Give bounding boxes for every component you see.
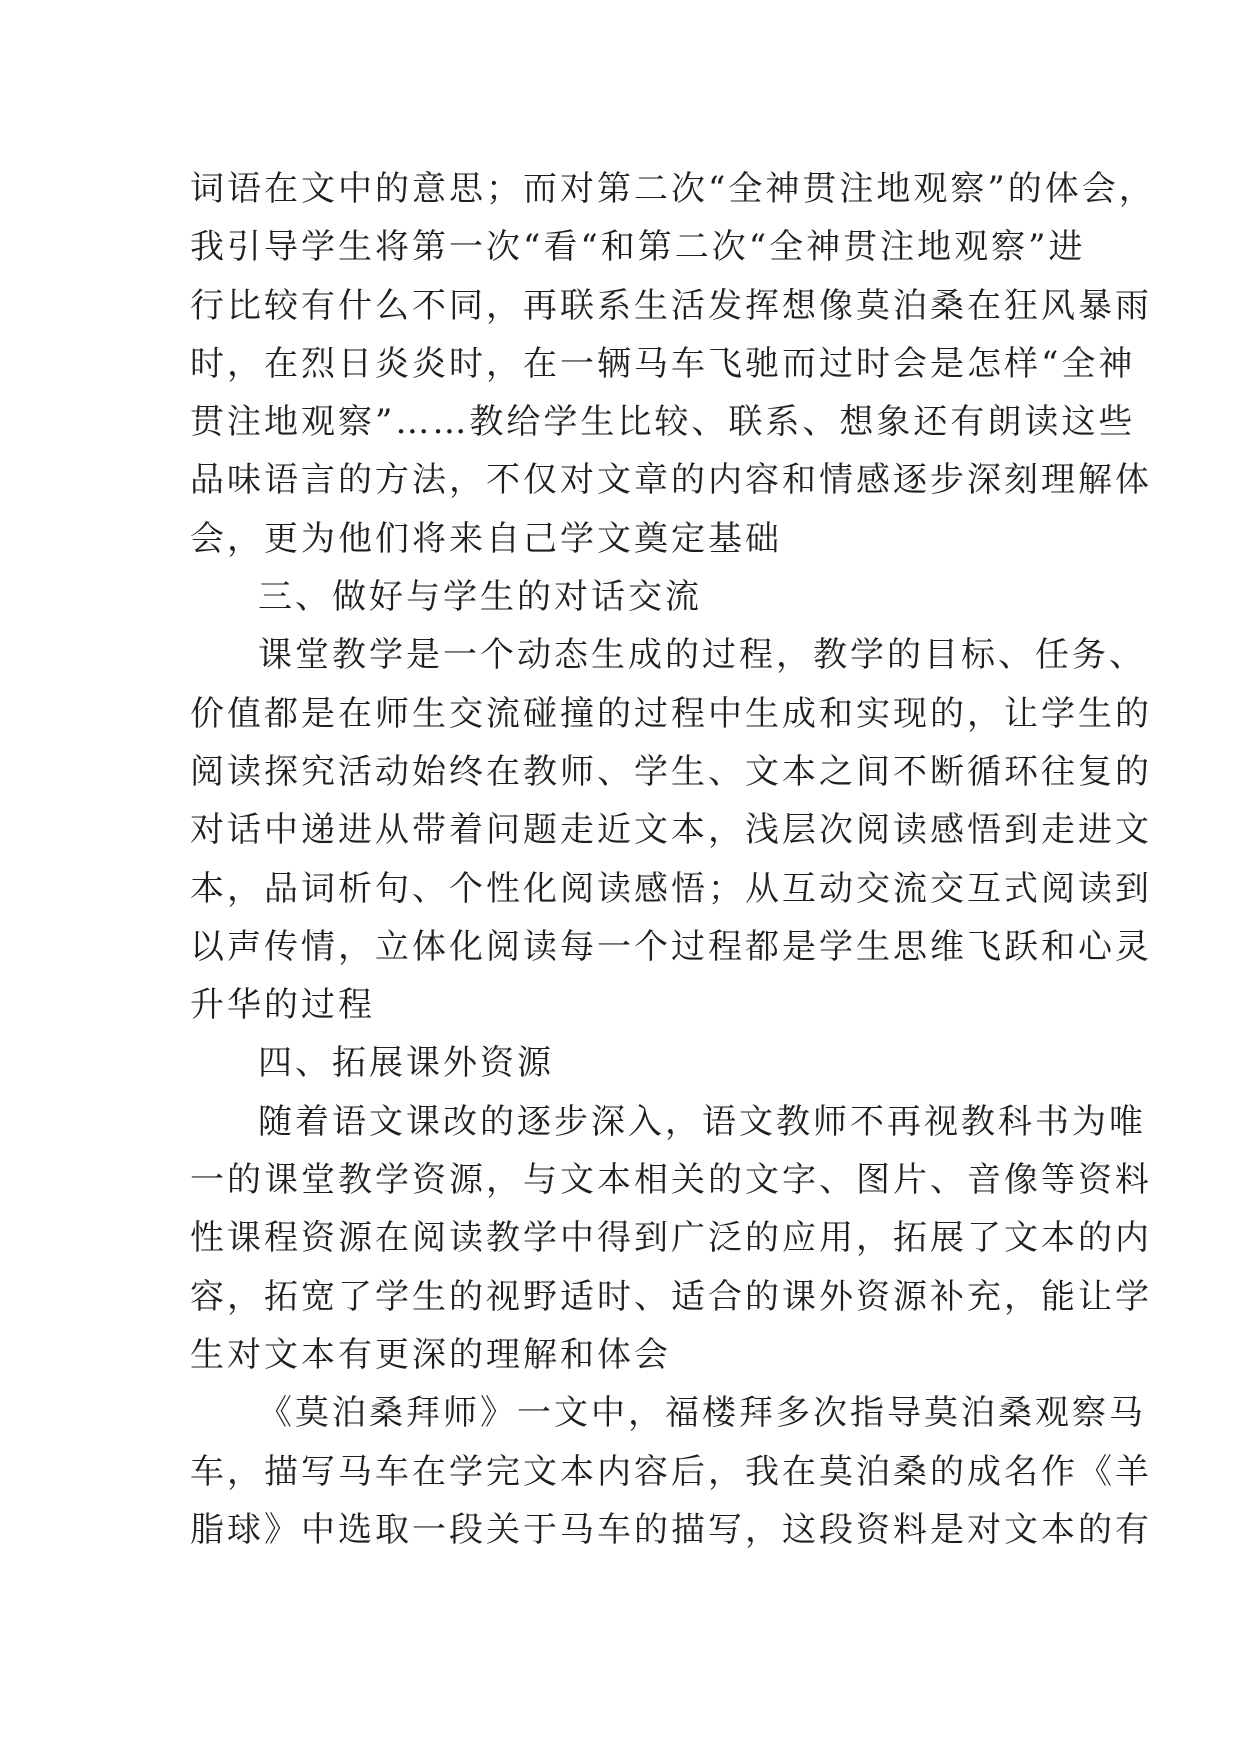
body-text [190,160,1156,1559]
text-line: 升华的过程 [190,985,375,1026]
section-heading: 四、拓展课外资源 [258,1043,554,1084]
text-line: 我引导学生将第一次“看“和第二次“全神贯注地观察”进 [190,227,1086,268]
text-line: 品味语言的方法，不仅对文章的内容和情感逐步深刻理解体 [190,460,1152,501]
text-line: 本，品词析句、个性化阅读感悟；从互动交流交互式阅读到 [190,868,1152,909]
text-line: 以声传情，立体化阅读每一个过程都是学生思维飞跃和心灵 [190,926,1152,967]
text-line: 生对文本有更深的理解和体会 [190,1334,671,1375]
paragraph-first-line: 《莫泊桑拜师》一文中，福楼拜多次指导莫泊桑观察马 [258,1393,1146,1434]
text-line: 价值都是在师生交流碰撞的过程中生成和实现的，让学生的 [190,693,1152,734]
text-line: 车，描写马车在学完文本内容后，我在莫泊桑的成名作《羊 [190,1451,1152,1492]
text-line: 容，拓宽了学生的视野适时、适合的课外资源补充，能让学 [190,1276,1152,1317]
paragraph-first-line: 课堂教学是一个动态生成的过程，教学的目标、任务、 [258,635,1146,676]
section-heading: 三、做好与学生的对话交流 [258,577,702,618]
text-line: 贯注地观察”……教给学生比较、联系、想象还有朗读这些 [190,402,1136,443]
text-line: 性课程资源在阅读教学中得到广泛的应用，拓展了文本的内 [190,1218,1152,1259]
text-line: 一的课堂教学资源，与文本相关的文字、图片、音像等资料 [190,1160,1152,1201]
text-line: 时，在烈日炎炎时，在一辆马车飞驰而过时会是怎样“全神 [190,343,1136,384]
paragraph-first-line: 随着语文课改的逐步深入，语文教师不再视教科书为唯 [258,1101,1146,1142]
text-line: 词语在文中的意思；而对第二次“全神贯注地观察”的体会， [190,169,1156,209]
text-line: 阅读探究活动始终在教师、学生、文本之间不断循环往复的 [190,751,1152,792]
text-line: 行比较有什么不同，再联系生活发挥想像莫泊桑在狂风暴雨 [190,285,1152,326]
text-line: 对话中递进从带着问题走近文本，浅层次阅读感悟到走进文 [190,810,1152,851]
text-line: 脂球》中选取一段关于马车的描写，这段资料是对文本的有 [190,1509,1152,1550]
text-line: 会，更为他们将来自己学文奠定基础 [190,518,782,559]
